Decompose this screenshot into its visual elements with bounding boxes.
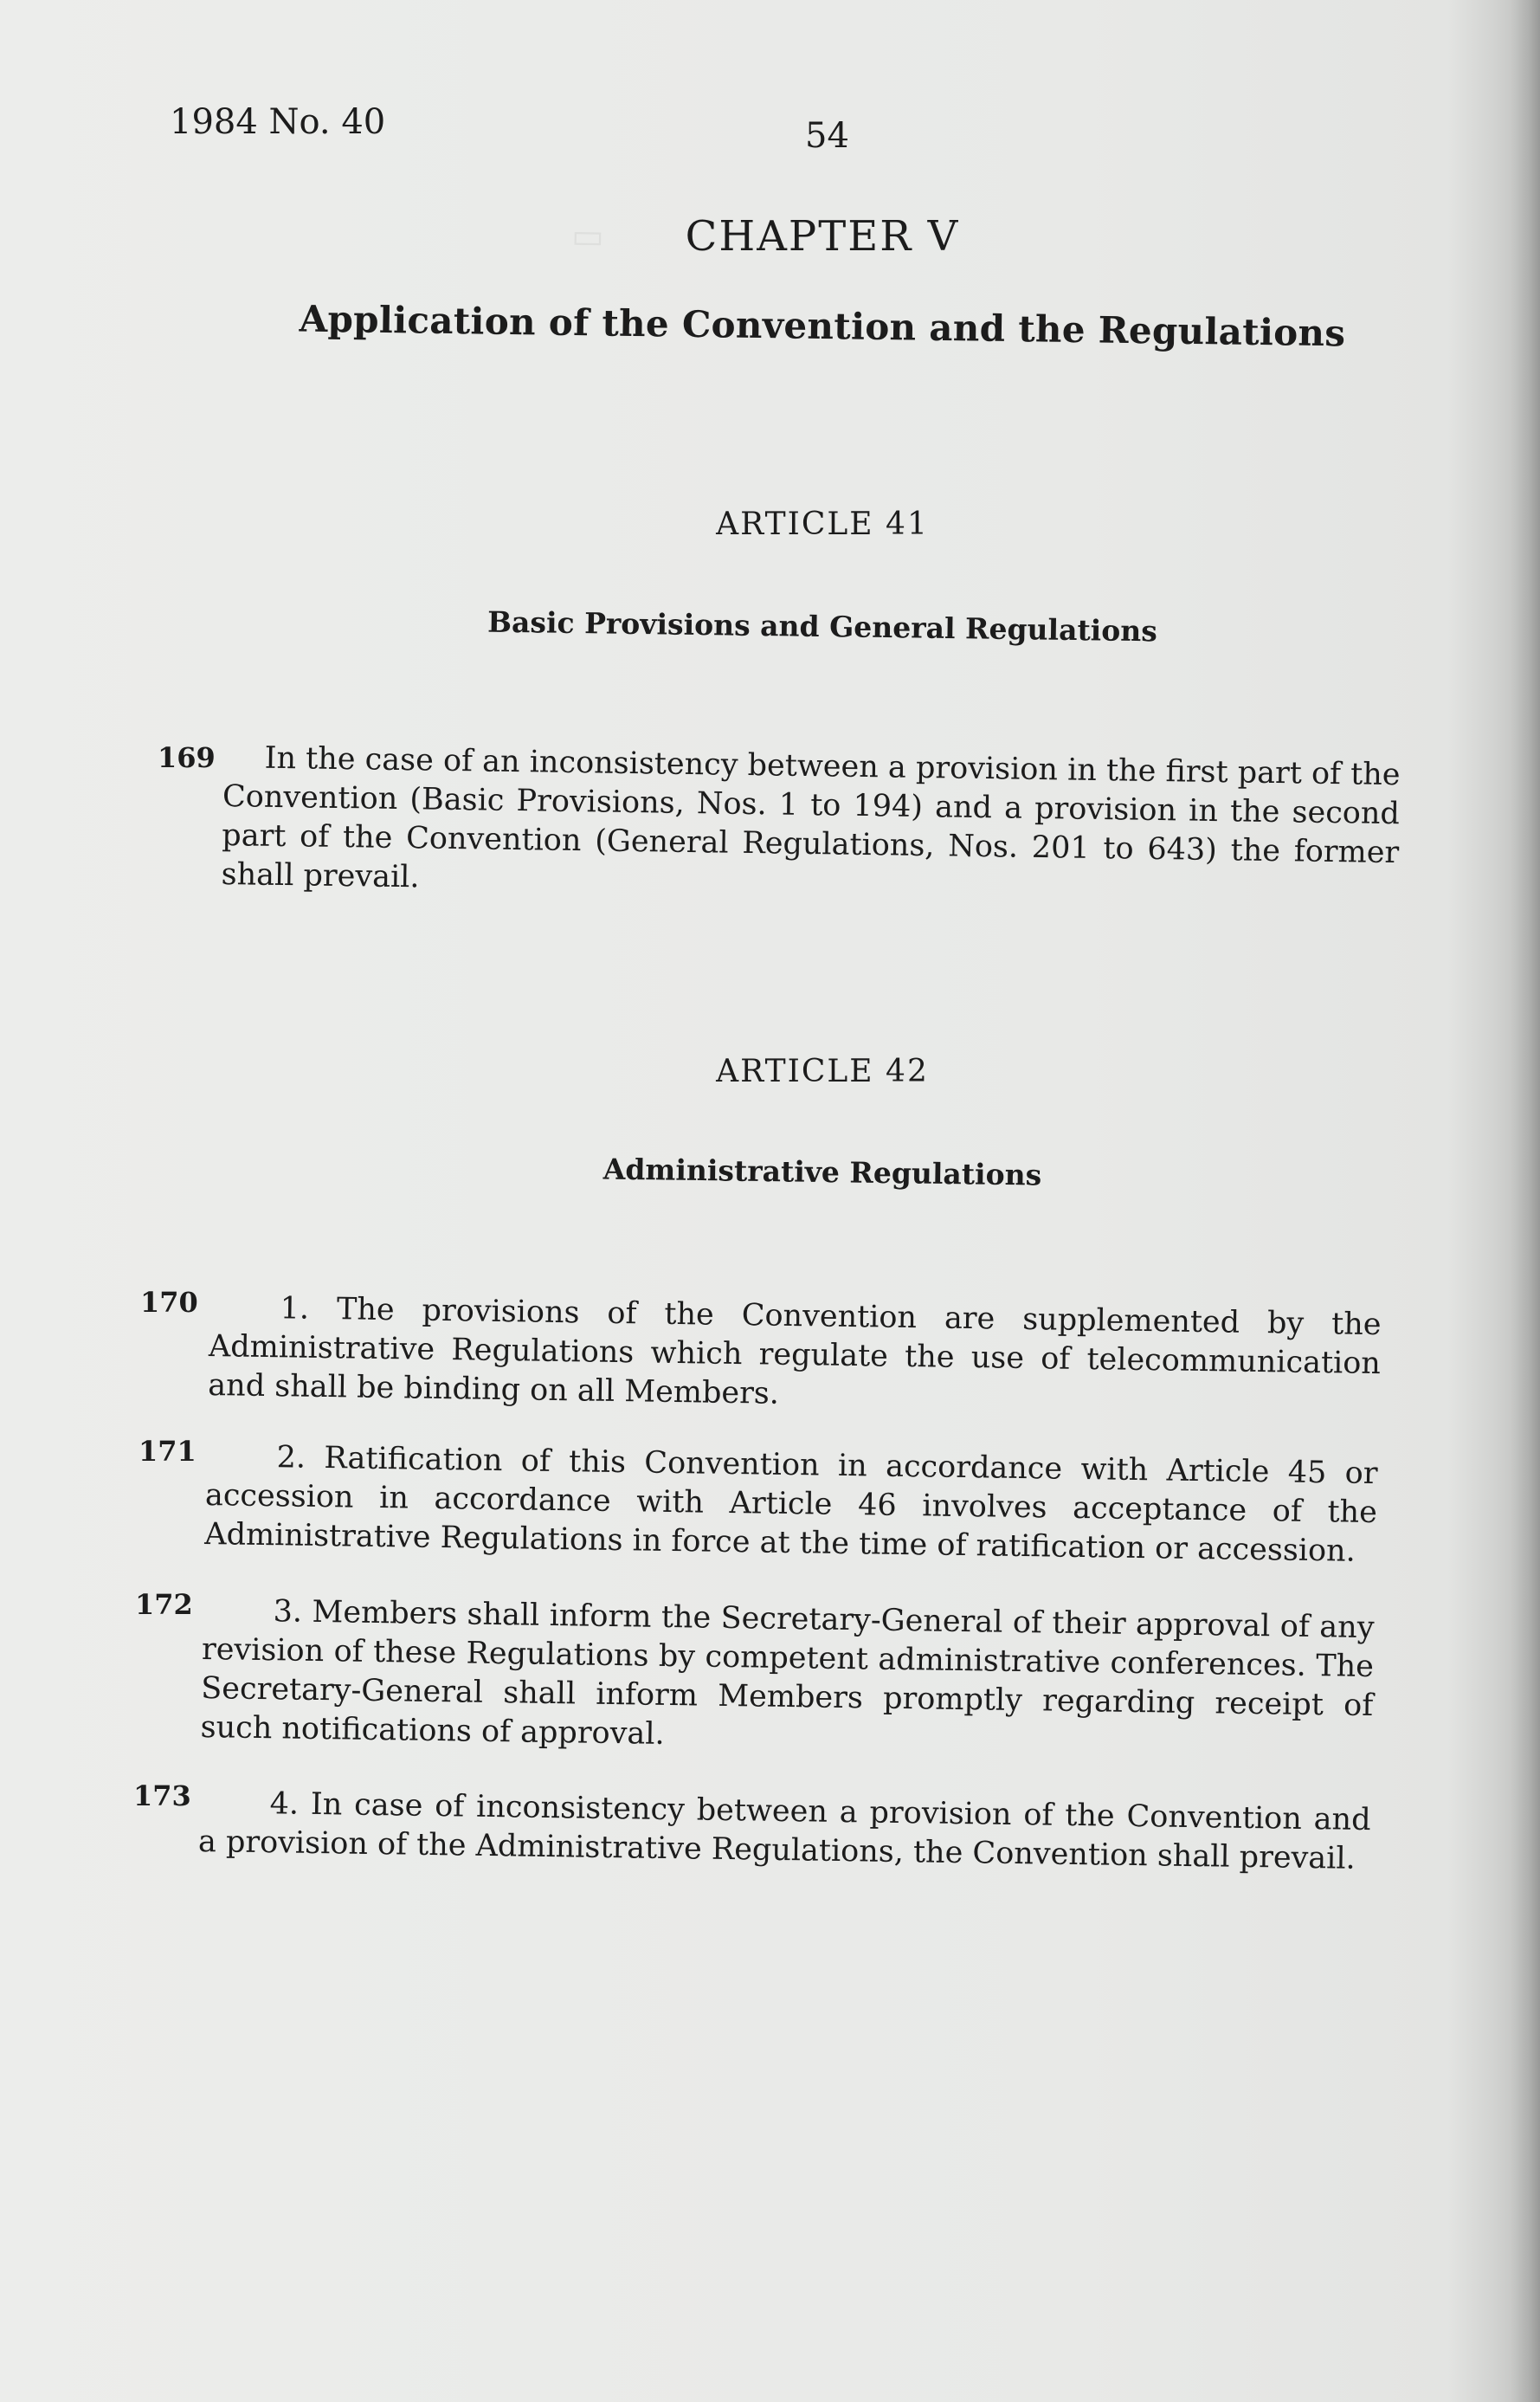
show-through-shadow: ▭ [570, 216, 605, 257]
paragraph-173-text: 4. In case of inconsistency between a provision of the Convention and a provision of the Administrative Regulations, the Convention shall prevail. [197, 1786, 1371, 1876]
paragraph-169-text: In the case of an inconsistency between a provision in the first part of the Convention (Basic Provisions, Nos. 1 to 194) and a provision in the second part of the Convention (General Regulations, Nos. 201 to 643) the former shall prevail. [221, 740, 1401, 895]
paragraph-text [204, 1437, 1378, 1572]
chapter-heading: CHAPTER V [685, 212, 960, 261]
page-number: 54 [805, 116, 849, 156]
paragraph-170-text: 1. The provisions of the Convention are supplemented by the Administrative Regulations which regulate the use of telecommunication and shall be binding on all Members. [208, 1291, 1382, 1411]
article-41-label: ARTICLE 41 [716, 507, 929, 542]
paragraph-text [221, 739, 1401, 912]
paragraph-171-text: 2. Ratification of this Convention in accordance with Article 45 or accession in accordance with Article 46 involves acceptance of the Administrative Regulations in force at the time of ratification or accession. [204, 1440, 1378, 1569]
paragraph-number: 173 [133, 1779, 191, 1812]
paragraph-text [208, 1288, 1382, 1423]
running-head: 1984 No. 40 [170, 102, 386, 142]
paragraph-number: 171 [139, 1435, 197, 1468]
paragraph-172-text: 3. Members shall inform the Secretary-General of their approval of any revision of these Regulations by competent administrative conferences. The Secretary-General shall inform Members promptly regarding receipt of such notifications of approval. [200, 1594, 1375, 1752]
book-spine-shadow [1511, 0, 1540, 2402]
paragraph-text [200, 1592, 1375, 1765]
article-42-label: ARTICLE 42 [716, 1054, 929, 1089]
article-41-title: Basic Provisions and General Regulations [486, 604, 1158, 649]
chapter-title: Application of the Convention and the Regulations [299, 297, 1346, 355]
paragraph-number: 172 [135, 1588, 193, 1621]
article-42-title: Administrative Regulations [602, 1152, 1042, 1192]
paragraph-number: 170 [140, 1286, 198, 1319]
paragraph-text [198, 1784, 1371, 1879]
paragraph-number: 169 [158, 741, 216, 774]
